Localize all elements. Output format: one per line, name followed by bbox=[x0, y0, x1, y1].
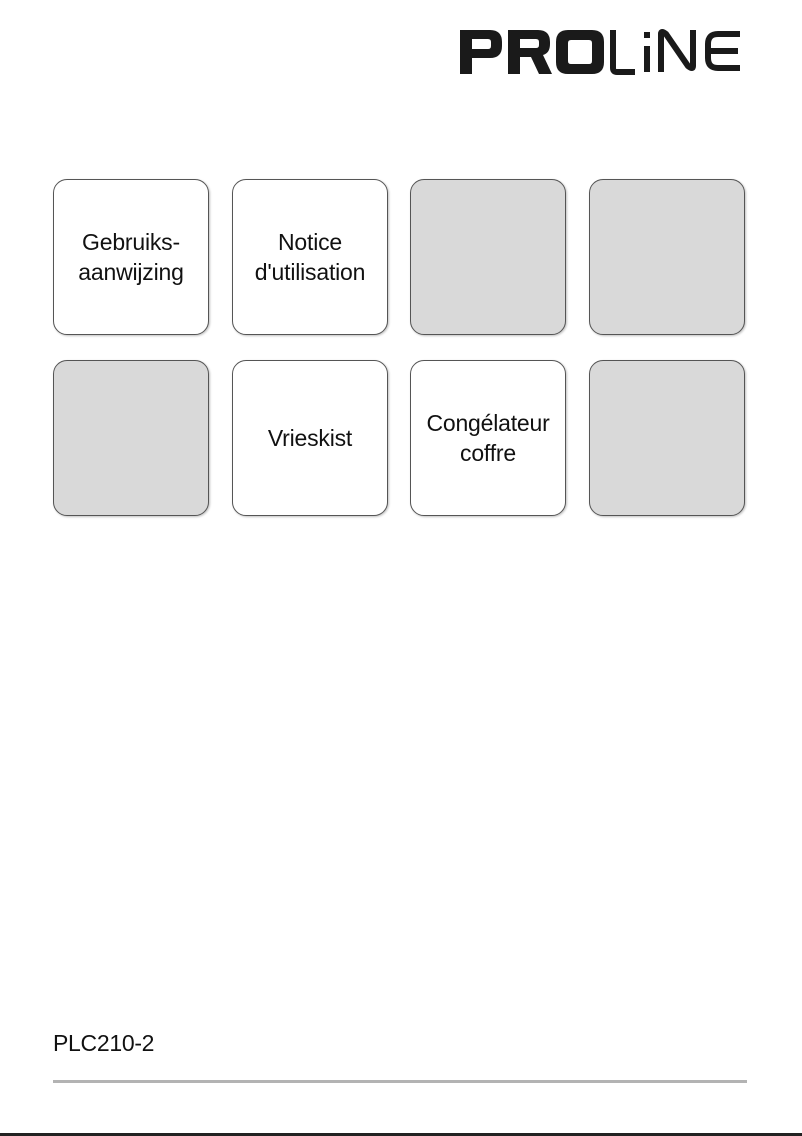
model-number: PLC210-2 bbox=[53, 1030, 155, 1056]
language-tile-grid bbox=[53, 179, 747, 517]
tile-empty bbox=[589, 360, 745, 516]
footer-divider bbox=[53, 1080, 747, 1083]
tile-congelateur-coffre bbox=[410, 360, 566, 516]
tile-empty bbox=[589, 179, 745, 335]
tile-label: Gebruiks- aanwijzing bbox=[78, 229, 184, 285]
tile-empty bbox=[53, 360, 209, 516]
tile-label: Vrieskist bbox=[267, 425, 353, 451]
tile-empty bbox=[410, 179, 566, 335]
tile-label: Notice d'utilisation bbox=[254, 229, 366, 285]
tile-gebruiksaanwijzing bbox=[53, 179, 209, 335]
tile-vrieskist bbox=[232, 360, 388, 516]
tile-notice-utilisation bbox=[232, 179, 388, 335]
tile-label: Congélateur coffre bbox=[426, 410, 550, 466]
proline-logo-graphic bbox=[456, 24, 748, 80]
proline-logo bbox=[456, 24, 748, 80]
